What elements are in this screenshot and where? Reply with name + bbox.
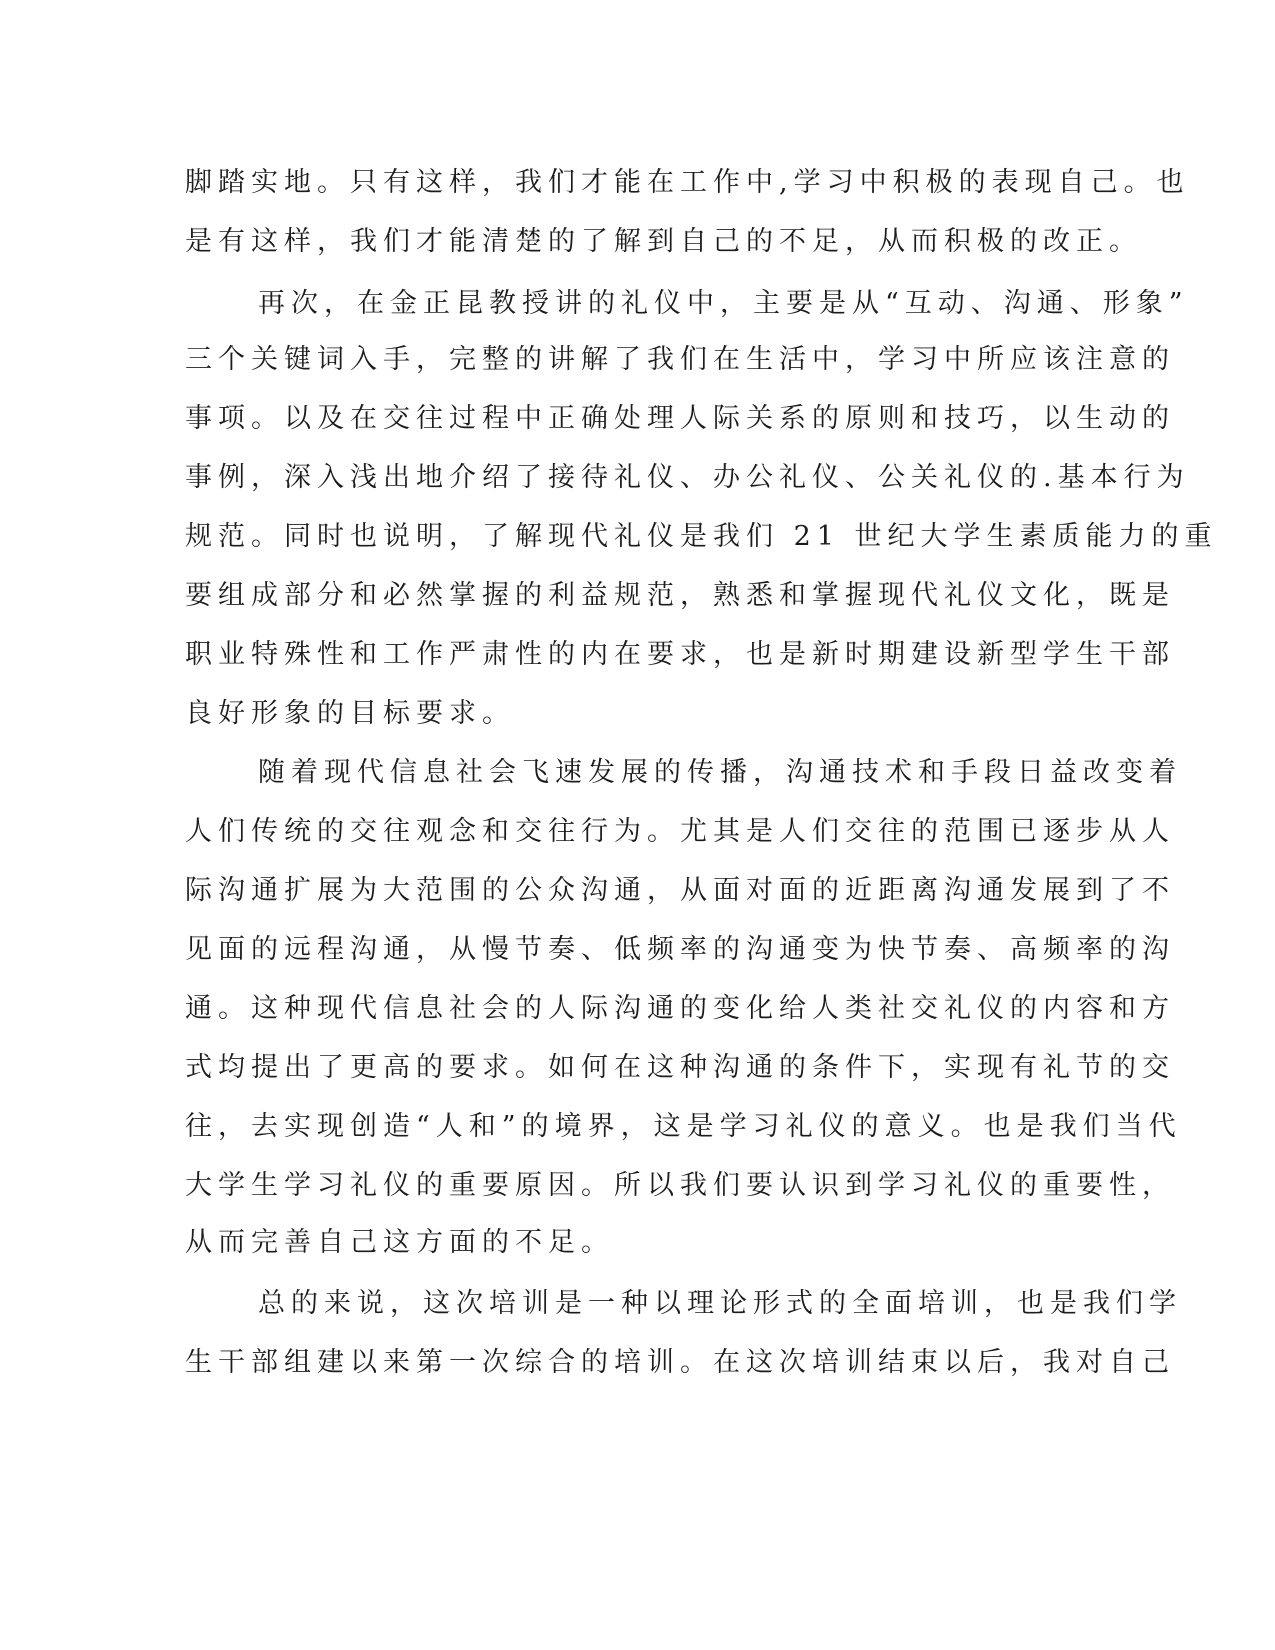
- text-line: 三个关键词入手，完整的讲解了我们在生活中，学习中所应该注意的: [185, 344, 1175, 375]
- text-line: 通。这种现代信息社会的人际沟通的变化给人类社交礼仪的内容和方: [185, 993, 1175, 1024]
- text-line: 职业特殊性和工作严肃性的内在要求，也是新时期建设新型学生干部: [185, 639, 1175, 670]
- text-line: 事项。以及在交往过程中正确处理人际关系的原则和技巧，以生动的: [185, 403, 1175, 434]
- paragraph-start-line: 再次，在金正昆教授讲的礼仪中，主要是从“互动、沟通、形象”: [258, 288, 1189, 319]
- text-line: 见面的远程沟通，从慢节奏、低频率的沟通变为快节奏、高频率的沟: [185, 934, 1175, 965]
- text-line: 大学生学习礼仪的重要原因。所以我们要认识到学习礼仪的重要性，: [185, 1170, 1175, 1201]
- text-line: 良好形象的目标要求。: [185, 698, 515, 729]
- text-line: 往，去实现创造“人和”的境界，这是学习礼仪的意义。也是我们当代: [185, 1111, 1182, 1142]
- text-line: 从而完善自己这方面的不足。: [185, 1227, 614, 1258]
- paragraph-start-line: 总的来说，这次培训是一种以理论形式的全面培训，也是我们学: [258, 1288, 1182, 1319]
- text-line: 规范。同时也说明，了解现代礼仪是我们 21 世纪大学生素质能力的重: [185, 521, 1218, 552]
- text-line: 事例，深入浅出地介绍了接待礼仪、办公礼仪、公关礼仪的.基本行为: [185, 462, 1190, 493]
- text-line: 际沟通扩展为大范围的公众沟通，从面对面的近距离沟通发展到了不: [185, 875, 1175, 906]
- text-line: 人们传统的交往观念和交往行为。尤其是人们交往的范围已逐步从人: [185, 816, 1175, 847]
- text-line: 式均提出了更高的要求。如何在这种沟通的条件下，实现有礼节的交: [185, 1052, 1175, 1083]
- paragraph-start-line: 随着现代信息社会飞速发展的传播，沟通技术和手段日益改变着: [258, 757, 1182, 788]
- text-line: 要组成部分和必然掌握的利益规范，熟悉和掌握现代礼仪文化，既是: [185, 580, 1175, 611]
- text-line: 生干部组建以来第一次综合的培训。在这次培训结束以后，我对自己: [185, 1347, 1175, 1378]
- text-line: 是有这样，我们才能清楚的了解到自己的不足，从而积极的改正。: [185, 226, 1142, 257]
- text-line: 脚踏实地。只有这样，我们才能在工作中,学习中积极的表现自己。也: [185, 167, 1190, 198]
